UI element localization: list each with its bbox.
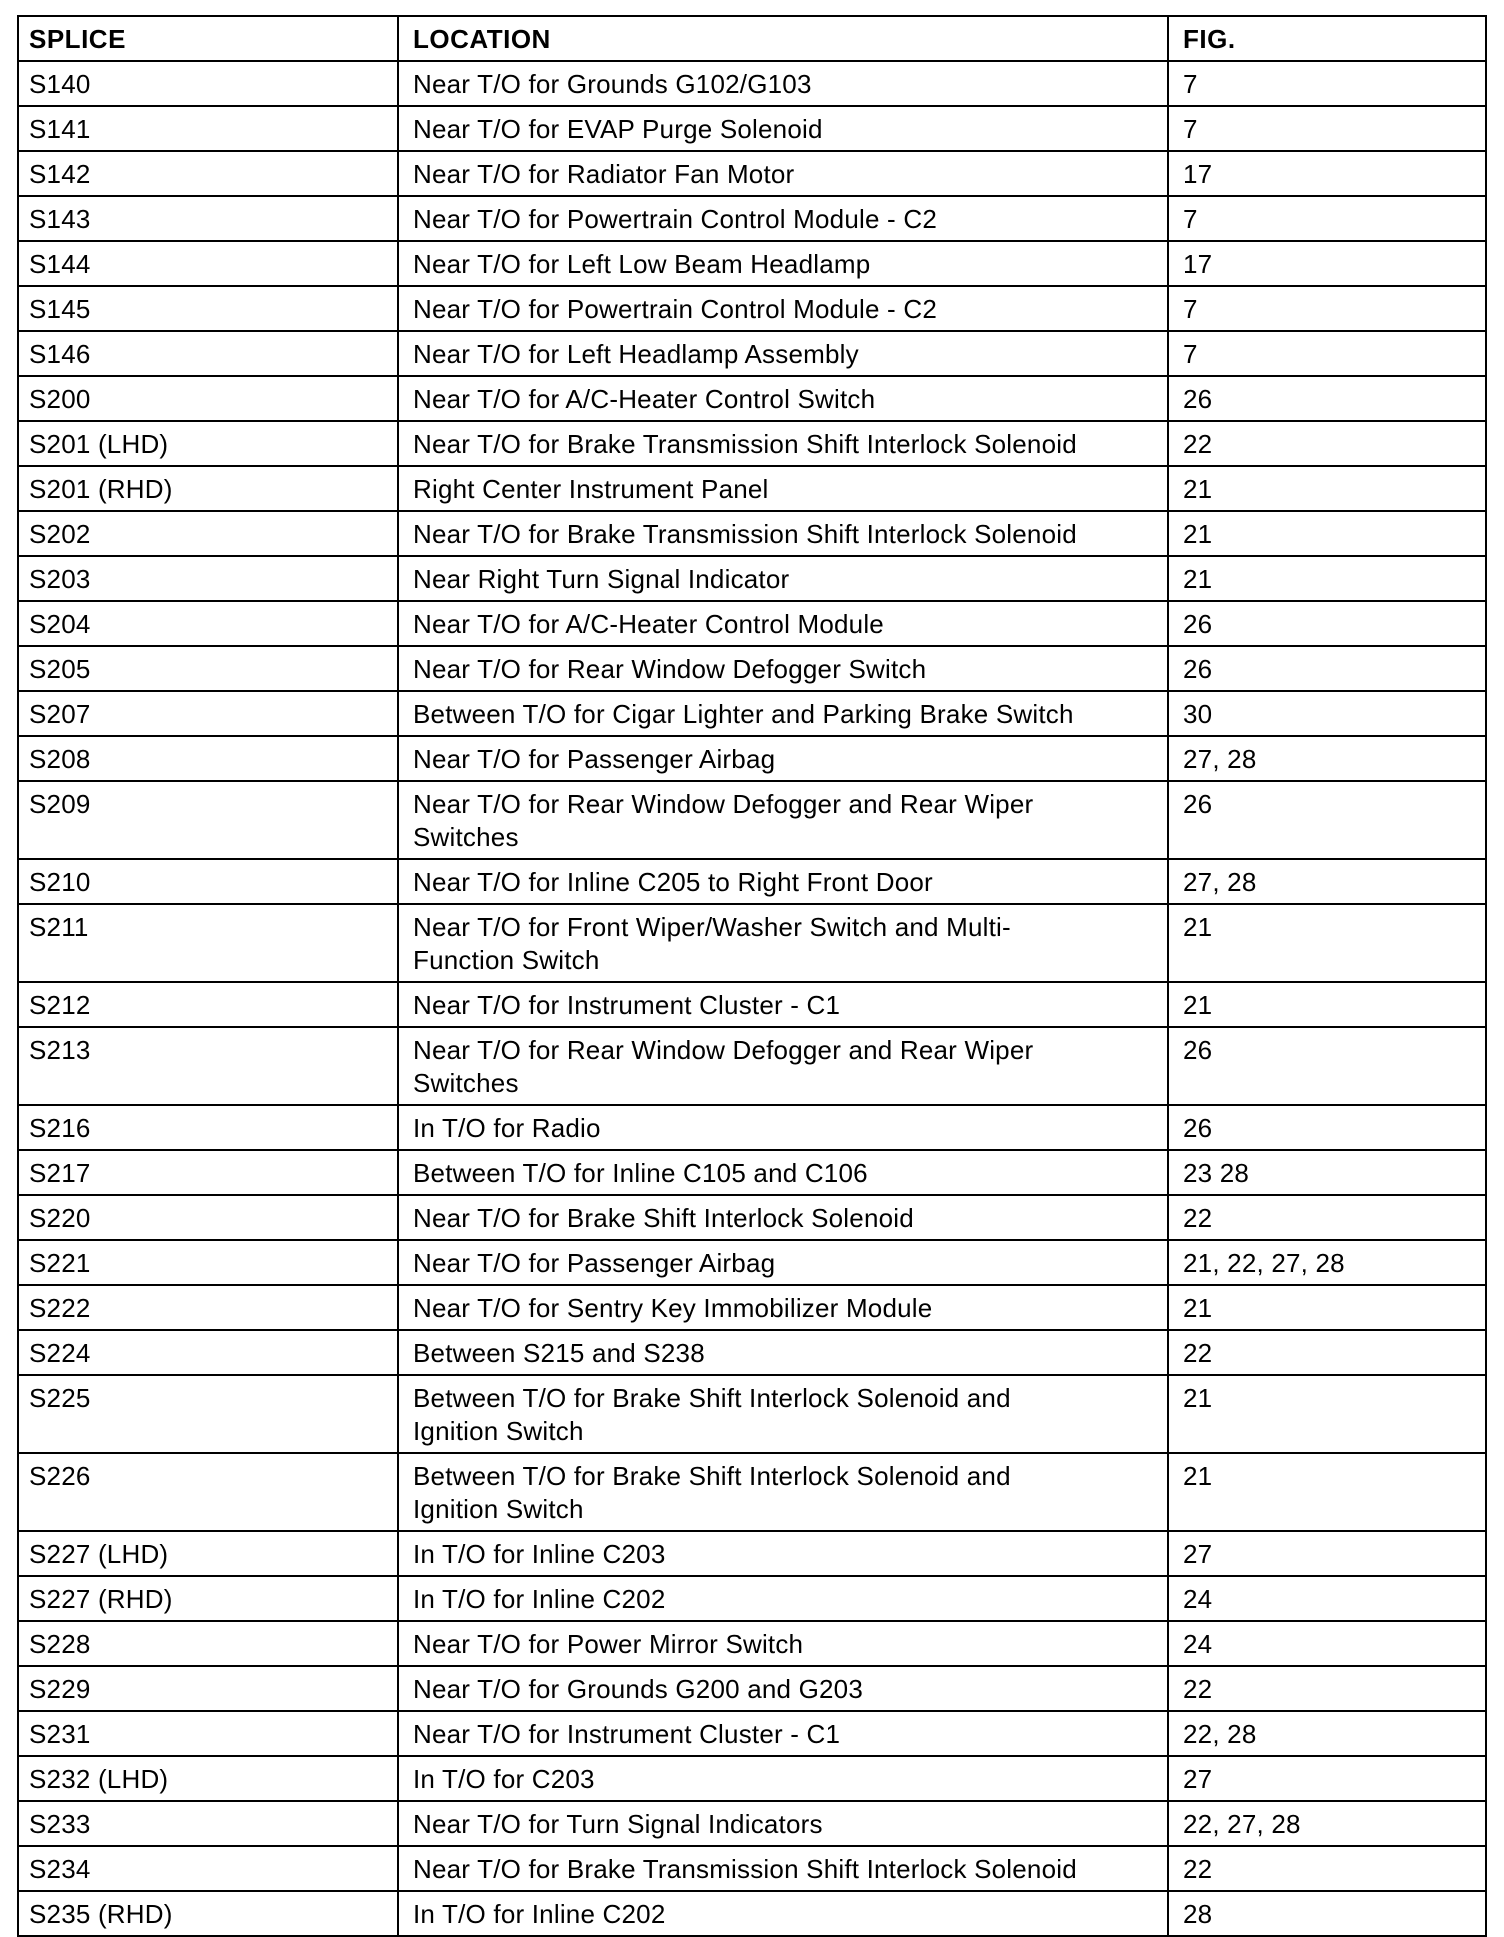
fig-cell: 7 xyxy=(1168,196,1486,241)
location-cell: Near T/O for Rear Window Defogger and Rear Wiper Switches xyxy=(398,1027,1168,1105)
fig-cell: 27 xyxy=(1168,1531,1486,1576)
splice-cell: S208 xyxy=(18,736,398,781)
splice-cell: S203 xyxy=(18,556,398,601)
fig-cell: 30 xyxy=(1168,691,1486,736)
table-row xyxy=(18,241,1486,286)
fig-cell: 24 xyxy=(1168,1621,1486,1666)
location-cell: In T/O for Radio xyxy=(398,1105,1168,1150)
location-cell: Near T/O for Inline C205 to Right Front Door xyxy=(398,859,1168,904)
table-header-row xyxy=(18,16,1486,61)
fig-cell: 22 xyxy=(1168,1330,1486,1375)
table-row xyxy=(18,1891,1486,1936)
fig-cell: 22 xyxy=(1168,421,1486,466)
location-cell: Between T/O for Cigar Lighter and Parking Brake Switch xyxy=(398,691,1168,736)
fig-cell: 28 xyxy=(1168,1891,1486,1936)
fig-cell: 24 xyxy=(1168,1576,1486,1621)
location-cell: Near T/O for Instrument Cluster - C1 xyxy=(398,1711,1168,1756)
location-cell: Near T/O for Powertrain Control Module - C2 xyxy=(398,196,1168,241)
fig-cell: 22 xyxy=(1168,1666,1486,1711)
fig-cell: 21, 22, 27, 28 xyxy=(1168,1240,1486,1285)
table-row xyxy=(18,1453,1486,1531)
location-cell: Right Center Instrument Panel xyxy=(398,466,1168,511)
location-cell: Near T/O for Brake Transmission Shift Interlock Solenoid xyxy=(398,511,1168,556)
fig-cell: 21 xyxy=(1168,466,1486,511)
location-cell: Near T/O for Radiator Fan Motor xyxy=(398,151,1168,196)
fig-cell: 26 xyxy=(1168,1027,1486,1105)
fig-cell: 7 xyxy=(1168,286,1486,331)
table-row xyxy=(18,1711,1486,1756)
fig-cell: 21 xyxy=(1168,556,1486,601)
splice-cell: S145 xyxy=(18,286,398,331)
location-cell: Near T/O for Powertrain Control Module - C2 xyxy=(398,286,1168,331)
table-row xyxy=(18,982,1486,1027)
splice-cell: S232 (LHD) xyxy=(18,1756,398,1801)
location-cell: Between T/O for Brake Shift Interlock Solenoid and Ignition Switch xyxy=(398,1375,1168,1453)
table-body xyxy=(18,61,1486,1936)
location-cell: Near T/O for A/C-Heater Control Module xyxy=(398,601,1168,646)
location-cell: In T/O for C203 xyxy=(398,1756,1168,1801)
table-row xyxy=(18,151,1486,196)
table-row xyxy=(18,1195,1486,1240)
splice-cell: S207 xyxy=(18,691,398,736)
fig-cell: 21 xyxy=(1168,511,1486,556)
table-row xyxy=(18,196,1486,241)
location-cell: In T/O for Inline C203 xyxy=(398,1531,1168,1576)
splice-cell: S216 xyxy=(18,1105,398,1150)
splice-cell: S144 xyxy=(18,241,398,286)
table-row xyxy=(18,646,1486,691)
splice-cell: S217 xyxy=(18,1150,398,1195)
splice-cell: S140 xyxy=(18,61,398,106)
fig-cell: 26 xyxy=(1168,646,1486,691)
table-row xyxy=(18,1105,1486,1150)
table-row xyxy=(18,904,1486,982)
table-row xyxy=(18,1285,1486,1330)
table-row xyxy=(18,1756,1486,1801)
splice-cell: S212 xyxy=(18,982,398,1027)
fig-cell: 23 28 xyxy=(1168,1150,1486,1195)
table-row xyxy=(18,286,1486,331)
fig-cell: 22, 27, 28 xyxy=(1168,1801,1486,1846)
location-cell: Near T/O for Passenger Airbag xyxy=(398,736,1168,781)
splice-cell: S202 xyxy=(18,511,398,556)
fig-cell: 22 xyxy=(1168,1195,1486,1240)
splice-cell: S235 (RHD) xyxy=(18,1891,398,1936)
splice-cell: S220 xyxy=(18,1195,398,1240)
table-row xyxy=(18,376,1486,421)
splice-cell: S210 xyxy=(18,859,398,904)
table-row xyxy=(18,1666,1486,1711)
splice-cell: S225 xyxy=(18,1375,398,1453)
table-row xyxy=(18,1240,1486,1285)
splice-cell: S233 xyxy=(18,1801,398,1846)
table-row xyxy=(18,1330,1486,1375)
fig-cell: 21 xyxy=(1168,1285,1486,1330)
fig-cell: 21 xyxy=(1168,982,1486,1027)
splice-location-sheet xyxy=(17,15,1485,1937)
fig-cell: 17 xyxy=(1168,241,1486,286)
table-row xyxy=(18,691,1486,736)
splice-cell: S200 xyxy=(18,376,398,421)
location-cell: Between T/O for Brake Shift Interlock Solenoid and Ignition Switch xyxy=(398,1453,1168,1531)
splice-cell: S224 xyxy=(18,1330,398,1375)
location-cell: Near T/O for Left Headlamp Assembly xyxy=(398,331,1168,376)
location-cell: Near T/O for Rear Window Defogger Switch xyxy=(398,646,1168,691)
table-row xyxy=(18,61,1486,106)
splice-cell: S143 xyxy=(18,196,398,241)
location-cell: Near T/O for Brake Transmission Shift Interlock Solenoid xyxy=(398,1846,1168,1891)
fig-cell: 27, 28 xyxy=(1168,859,1486,904)
fig-cell: 7 xyxy=(1168,61,1486,106)
location-cell: Near T/O for Grounds G102/G103 xyxy=(398,61,1168,106)
table-row xyxy=(18,1150,1486,1195)
splice-cell: S227 (RHD) xyxy=(18,1576,398,1621)
fig-cell: 17 xyxy=(1168,151,1486,196)
splice-cell: S213 xyxy=(18,1027,398,1105)
fig-cell: 7 xyxy=(1168,331,1486,376)
fig-cell: 26 xyxy=(1168,1105,1486,1150)
table-row xyxy=(18,106,1486,151)
location-cell: Near T/O for Turn Signal Indicators xyxy=(398,1801,1168,1846)
location-cell: Near Right Turn Signal Indicator xyxy=(398,556,1168,601)
location-cell: Near T/O for EVAP Purge Solenoid xyxy=(398,106,1168,151)
location-cell: Near T/O for Instrument Cluster - C1 xyxy=(398,982,1168,1027)
fig-cell: 26 xyxy=(1168,781,1486,859)
splice-cell: S221 xyxy=(18,1240,398,1285)
location-cell: Near T/O for Grounds G200 and G203 xyxy=(398,1666,1168,1711)
location-cell: Near T/O for Rear Window Defogger and Rear Wiper Switches xyxy=(398,781,1168,859)
fig-cell: 26 xyxy=(1168,376,1486,421)
table-row xyxy=(18,736,1486,781)
table-row xyxy=(18,421,1486,466)
splice-cell: S142 xyxy=(18,151,398,196)
splice-cell: S141 xyxy=(18,106,398,151)
table-row xyxy=(18,859,1486,904)
splice-cell: S231 xyxy=(18,1711,398,1756)
location-cell: In T/O for Inline C202 xyxy=(398,1891,1168,1936)
table-row xyxy=(18,466,1486,511)
header-fig: FIG. xyxy=(1168,16,1486,61)
splice-cell: S226 xyxy=(18,1453,398,1531)
fig-cell: 7 xyxy=(1168,106,1486,151)
splice-cell: S201 (RHD) xyxy=(18,466,398,511)
splice-cell: S204 xyxy=(18,601,398,646)
table-row xyxy=(18,511,1486,556)
table-row xyxy=(18,1027,1486,1105)
fig-cell: 27, 28 xyxy=(1168,736,1486,781)
location-cell: Near T/O for Brake Transmission Shift Interlock Solenoid xyxy=(398,421,1168,466)
table-row xyxy=(18,1375,1486,1453)
table-row xyxy=(18,1531,1486,1576)
splice-cell: S205 xyxy=(18,646,398,691)
fig-cell: 21 xyxy=(1168,1375,1486,1453)
splice-cell: S146 xyxy=(18,331,398,376)
fig-cell: 22 xyxy=(1168,1846,1486,1891)
splice-cell: S211 xyxy=(18,904,398,982)
header-splice: SPLICE xyxy=(18,16,398,61)
location-cell: Near T/O for A/C-Heater Control Switch xyxy=(398,376,1168,421)
table-row xyxy=(18,1621,1486,1666)
splice-cell: S209 xyxy=(18,781,398,859)
splice-cell: S227 (LHD) xyxy=(18,1531,398,1576)
header-location: LOCATION xyxy=(398,16,1168,61)
table-row xyxy=(18,601,1486,646)
table-row xyxy=(18,331,1486,376)
location-cell: Between T/O for Inline C105 and C106 xyxy=(398,1150,1168,1195)
location-cell: Near T/O for Sentry Key Immobilizer Module xyxy=(398,1285,1168,1330)
fig-cell: 22, 28 xyxy=(1168,1711,1486,1756)
location-cell: Near T/O for Brake Shift Interlock Solenoid xyxy=(398,1195,1168,1240)
location-cell: Near T/O for Passenger Airbag xyxy=(398,1240,1168,1285)
location-cell: In T/O for Inline C202 xyxy=(398,1576,1168,1621)
fig-cell: 26 xyxy=(1168,601,1486,646)
fig-cell: 21 xyxy=(1168,904,1486,982)
table-row xyxy=(18,1576,1486,1621)
table-row xyxy=(18,781,1486,859)
table-row xyxy=(18,1846,1486,1891)
splice-cell: S234 xyxy=(18,1846,398,1891)
location-cell: Near T/O for Front Wiper/Washer Switch and Multi- Function Switch xyxy=(398,904,1168,982)
table-row xyxy=(18,1801,1486,1846)
fig-cell: 21 xyxy=(1168,1453,1486,1531)
table-row xyxy=(18,556,1486,601)
fig-cell: 27 xyxy=(1168,1756,1486,1801)
location-cell: Near T/O for Power Mirror Switch xyxy=(398,1621,1168,1666)
location-cell: Between S215 and S238 xyxy=(398,1330,1168,1375)
splice-cell: S201 (LHD) xyxy=(18,421,398,466)
splice-cell: S229 xyxy=(18,1666,398,1711)
splice-cell: S222 xyxy=(18,1285,398,1330)
splice-location-table xyxy=(17,15,1487,1937)
splice-cell: S228 xyxy=(18,1621,398,1666)
location-cell: Near T/O for Left Low Beam Headlamp xyxy=(398,241,1168,286)
